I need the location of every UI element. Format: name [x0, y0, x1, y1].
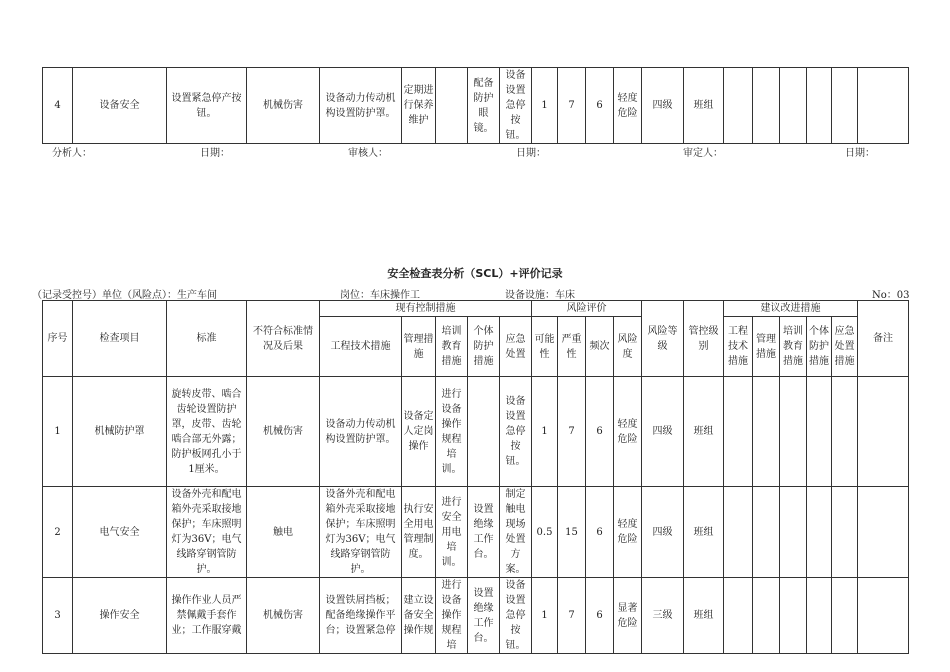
table-row [43, 487, 909, 578]
severity: 15 [558, 487, 586, 578]
frequency: 6 [586, 487, 614, 578]
row-no: 2 [43, 487, 73, 578]
training-measure: 进行安全用电培训。 [436, 487, 468, 578]
ppe-measure: 设置绝缘工作台。 [468, 578, 500, 654]
header-engineering: 工程技术措施 [320, 317, 402, 377]
header-s-ppe: 个体防护措施 [807, 317, 832, 377]
header-existing: 现有控制措施 [320, 301, 532, 317]
control-level: 班组 [684, 377, 724, 487]
likelihood: 1 [532, 68, 558, 144]
top-table [42, 67, 909, 144]
header-likelihood: 可能性 [532, 317, 558, 377]
management-measure: 执行安全用电管理制度。 [402, 487, 436, 578]
risk-degree: 显著危险 [614, 578, 642, 654]
table-row [43, 578, 909, 654]
consequence: 机械伤害 [247, 578, 320, 654]
frequency: 6 [586, 377, 614, 487]
consequence: 机械伤害 [247, 377, 320, 487]
emergency-measure: 设备设置急停按钮。 [500, 68, 532, 144]
severity: 7 [558, 578, 586, 654]
header-s-mgmt: 管理措施 [753, 317, 780, 377]
header-s-train: 培训教育措施 [780, 317, 807, 377]
doc-number: No：03 [872, 290, 910, 301]
training-measure: 进行设备操作规程培训。 [436, 377, 468, 487]
sig-date-3: 日期： [845, 148, 875, 159]
header-evaluation: 风险评价 [532, 301, 642, 317]
sig-date-1: 日期： [200, 148, 230, 159]
risk-level: 四级 [642, 377, 684, 487]
control-level: 班组 [684, 578, 724, 654]
standard: 设置紧急停产按钮。 [167, 68, 247, 144]
check-item: 操作安全 [73, 578, 167, 654]
severity: 7 [558, 377, 586, 487]
header-standard: 标准 [167, 301, 247, 377]
sig-approver: 审定人： [683, 148, 723, 159]
training-measure: 进行设备操作规程培 [436, 578, 468, 654]
risk-level: 四级 [642, 487, 684, 578]
control-level: 班组 [684, 487, 724, 578]
risk-degree: 轻度危险 [614, 377, 642, 487]
check-item: 机械防护罩 [73, 377, 167, 487]
management-measure: 建立设备安全操作规 [402, 578, 436, 654]
table-row [43, 377, 909, 487]
risk-degree: 轻度危险 [614, 68, 642, 144]
sig-date-2: 日期： [516, 148, 546, 159]
header-suggest: 建议改进措施 [724, 301, 858, 317]
control-level: 班组 [684, 68, 724, 144]
check-item: 设备安全 [73, 68, 167, 144]
frequency: 6 [586, 68, 614, 144]
header-risk: 风险度 [614, 317, 642, 377]
ppe-measure: 配备防护眼镜。 [468, 68, 500, 144]
header-training: 培训教育措施 [436, 317, 468, 377]
page-title: 安全检查表分析（SCL）+评价记录 [387, 267, 563, 280]
header-ctrl-level: 管控级别 [684, 301, 724, 377]
header-ppe: 个体防护措施 [468, 317, 500, 377]
post: 岗位：车床操作工 [340, 290, 420, 301]
header-s-emerg: 应急处置措施 [832, 317, 858, 377]
row-no: 1 [43, 377, 73, 487]
emergency-measure: 制定触电现场处置方案。 [500, 487, 532, 578]
scl-table [42, 300, 909, 654]
engineering-measure: 设备动力传动机构设置防护罩。 [320, 68, 402, 144]
check-item: 电气安全 [73, 487, 167, 578]
header-row [43, 301, 909, 317]
equipment: 设备设施：车床 [505, 290, 575, 301]
severity: 7 [558, 68, 586, 144]
row-no: 3 [43, 578, 73, 654]
ppe-measure [468, 377, 500, 487]
risk-level: 四级 [642, 68, 684, 144]
risk-level: 三级 [642, 578, 684, 654]
sig-analyst: 分析人： [52, 148, 92, 159]
header-s-eng: 工程技术措施 [724, 317, 753, 377]
training-measure [436, 68, 468, 144]
frequency: 6 [586, 578, 614, 654]
emergency-measure: 设备设置急停按钮。 [500, 578, 532, 654]
header-level: 风险等级 [642, 301, 684, 377]
likelihood: 1 [532, 578, 558, 654]
engineering-measure: 设备外壳和配电箱外壳采取接地保护；车床照明灯为36V；电气线路穿钢管防护。 [320, 487, 402, 578]
ppe-measure: 设置绝缘工作台。 [468, 487, 500, 578]
standard: 旋转皮带、啮合齿轮设置防护罩，皮带、齿轮啮合部无外露；防护板网孔小于1厘米。 [167, 377, 247, 487]
header-severity: 严重性 [558, 317, 586, 377]
row-no: 4 [43, 68, 73, 144]
header-item: 检查项目 [73, 301, 167, 377]
consequence: 机械伤害 [247, 68, 320, 144]
consequence: 触电 [247, 487, 320, 578]
risk-degree: 轻度危险 [614, 487, 642, 578]
management-measure: 定期进行保养维护 [402, 68, 436, 144]
engineering-measure: 设备动力传动机构设置防护罩。 [320, 377, 402, 487]
sig-reviewer: 审核人： [348, 148, 388, 159]
header-consequence: 不符合标准情况及后果 [247, 301, 320, 377]
header-emergency: 应急处置 [500, 317, 532, 377]
header-management: 管理措施 [402, 317, 436, 377]
record-unit: （记录受控号）单位（风险点）：生产车间 [32, 290, 217, 301]
management-measure: 设备定人定岗操作 [402, 377, 436, 487]
likelihood: 1 [532, 377, 558, 487]
header-frequency: 频次 [586, 317, 614, 377]
standard: 操作作业人员严禁佩戴手套作业；工作服穿戴 [167, 578, 247, 654]
header-no: 序号 [43, 301, 73, 377]
header-remarks: 备注 [858, 301, 909, 377]
emergency-measure: 设备设置急停按钮。 [500, 377, 532, 487]
engineering-measure: 设置铁屑挡板；配备绝缘操作平台；设置紧急停 [320, 578, 402, 654]
table-row [43, 68, 909, 144]
standard: 设备外壳和配电箱外壳采取接地保护；车床照明灯为36V；电气线路穿钢管防护。 [167, 487, 247, 578]
likelihood: 0.5 [532, 487, 558, 578]
